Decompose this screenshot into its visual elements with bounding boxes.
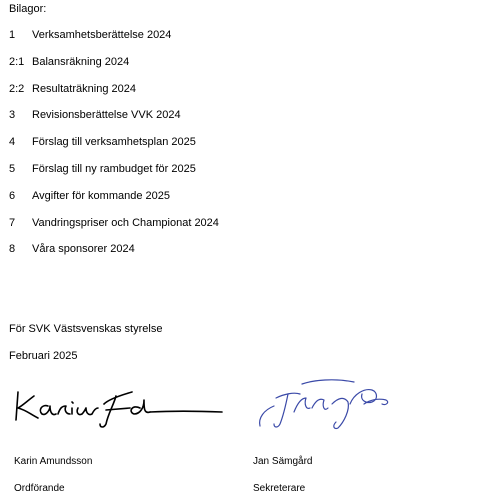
attachment-item (9, 136, 219, 163)
attachment-item (9, 83, 219, 110)
attachments-heading: Bilagor: (9, 3, 47, 15)
attachment-title: Verksamhetsberättelse 2024 (32, 29, 172, 41)
signatory-role: Ordförande (14, 483, 65, 494)
attachment-title: Balansräkning 2024 (32, 55, 130, 68)
board-line: För SVK Västsvenskas styrelse (9, 323, 163, 335)
signatory-name: Jan Sämgård (253, 456, 313, 467)
attachment-number: 1 (9, 29, 16, 41)
attachment-item (9, 56, 219, 83)
attachment-item (9, 243, 219, 270)
signature-chairperson (8, 378, 226, 430)
attachment-title: Vandringspriser och Championat 2024 (32, 216, 219, 229)
attachment-number: 2:2 (9, 82, 25, 95)
attachment-number: 6 (9, 189, 16, 202)
signatory-name: Karin Amundsson (14, 456, 93, 467)
signature-secretary (254, 374, 394, 432)
attachment-item (9, 217, 219, 244)
attachment-number: 3 (9, 109, 16, 122)
date-line: Februari 2025 (9, 350, 78, 362)
attachment-title: Avgifter för kommande 2025 (32, 189, 170, 202)
signature-stroke (260, 380, 388, 429)
attachment-item (9, 109, 219, 136)
attachment-number: 2:1 (9, 55, 25, 68)
attachment-item (9, 190, 219, 217)
attachment-title: Revisionsberättelse VVK 2024 (32, 109, 181, 122)
attachment-number: 5 (9, 162, 16, 175)
attachment-item (9, 29, 219, 56)
attachments-list (9, 29, 219, 270)
attachment-item (9, 163, 219, 190)
attachment-title: Resultaträkning 2024 (32, 82, 136, 95)
attachment-number: 7 (9, 216, 16, 229)
signature-stroke (16, 392, 222, 427)
attachment-number: 4 (9, 136, 16, 149)
attachment-title: Förslag till verksamhetsplan 2025 (32, 136, 196, 149)
attachment-number: 8 (9, 243, 16, 256)
attachment-title: Våra sponsorer 2024 (32, 243, 135, 256)
attachment-title: Förslag till ny rambudget för 2025 (32, 162, 196, 175)
signatory-role: Sekreterare (253, 483, 306, 494)
